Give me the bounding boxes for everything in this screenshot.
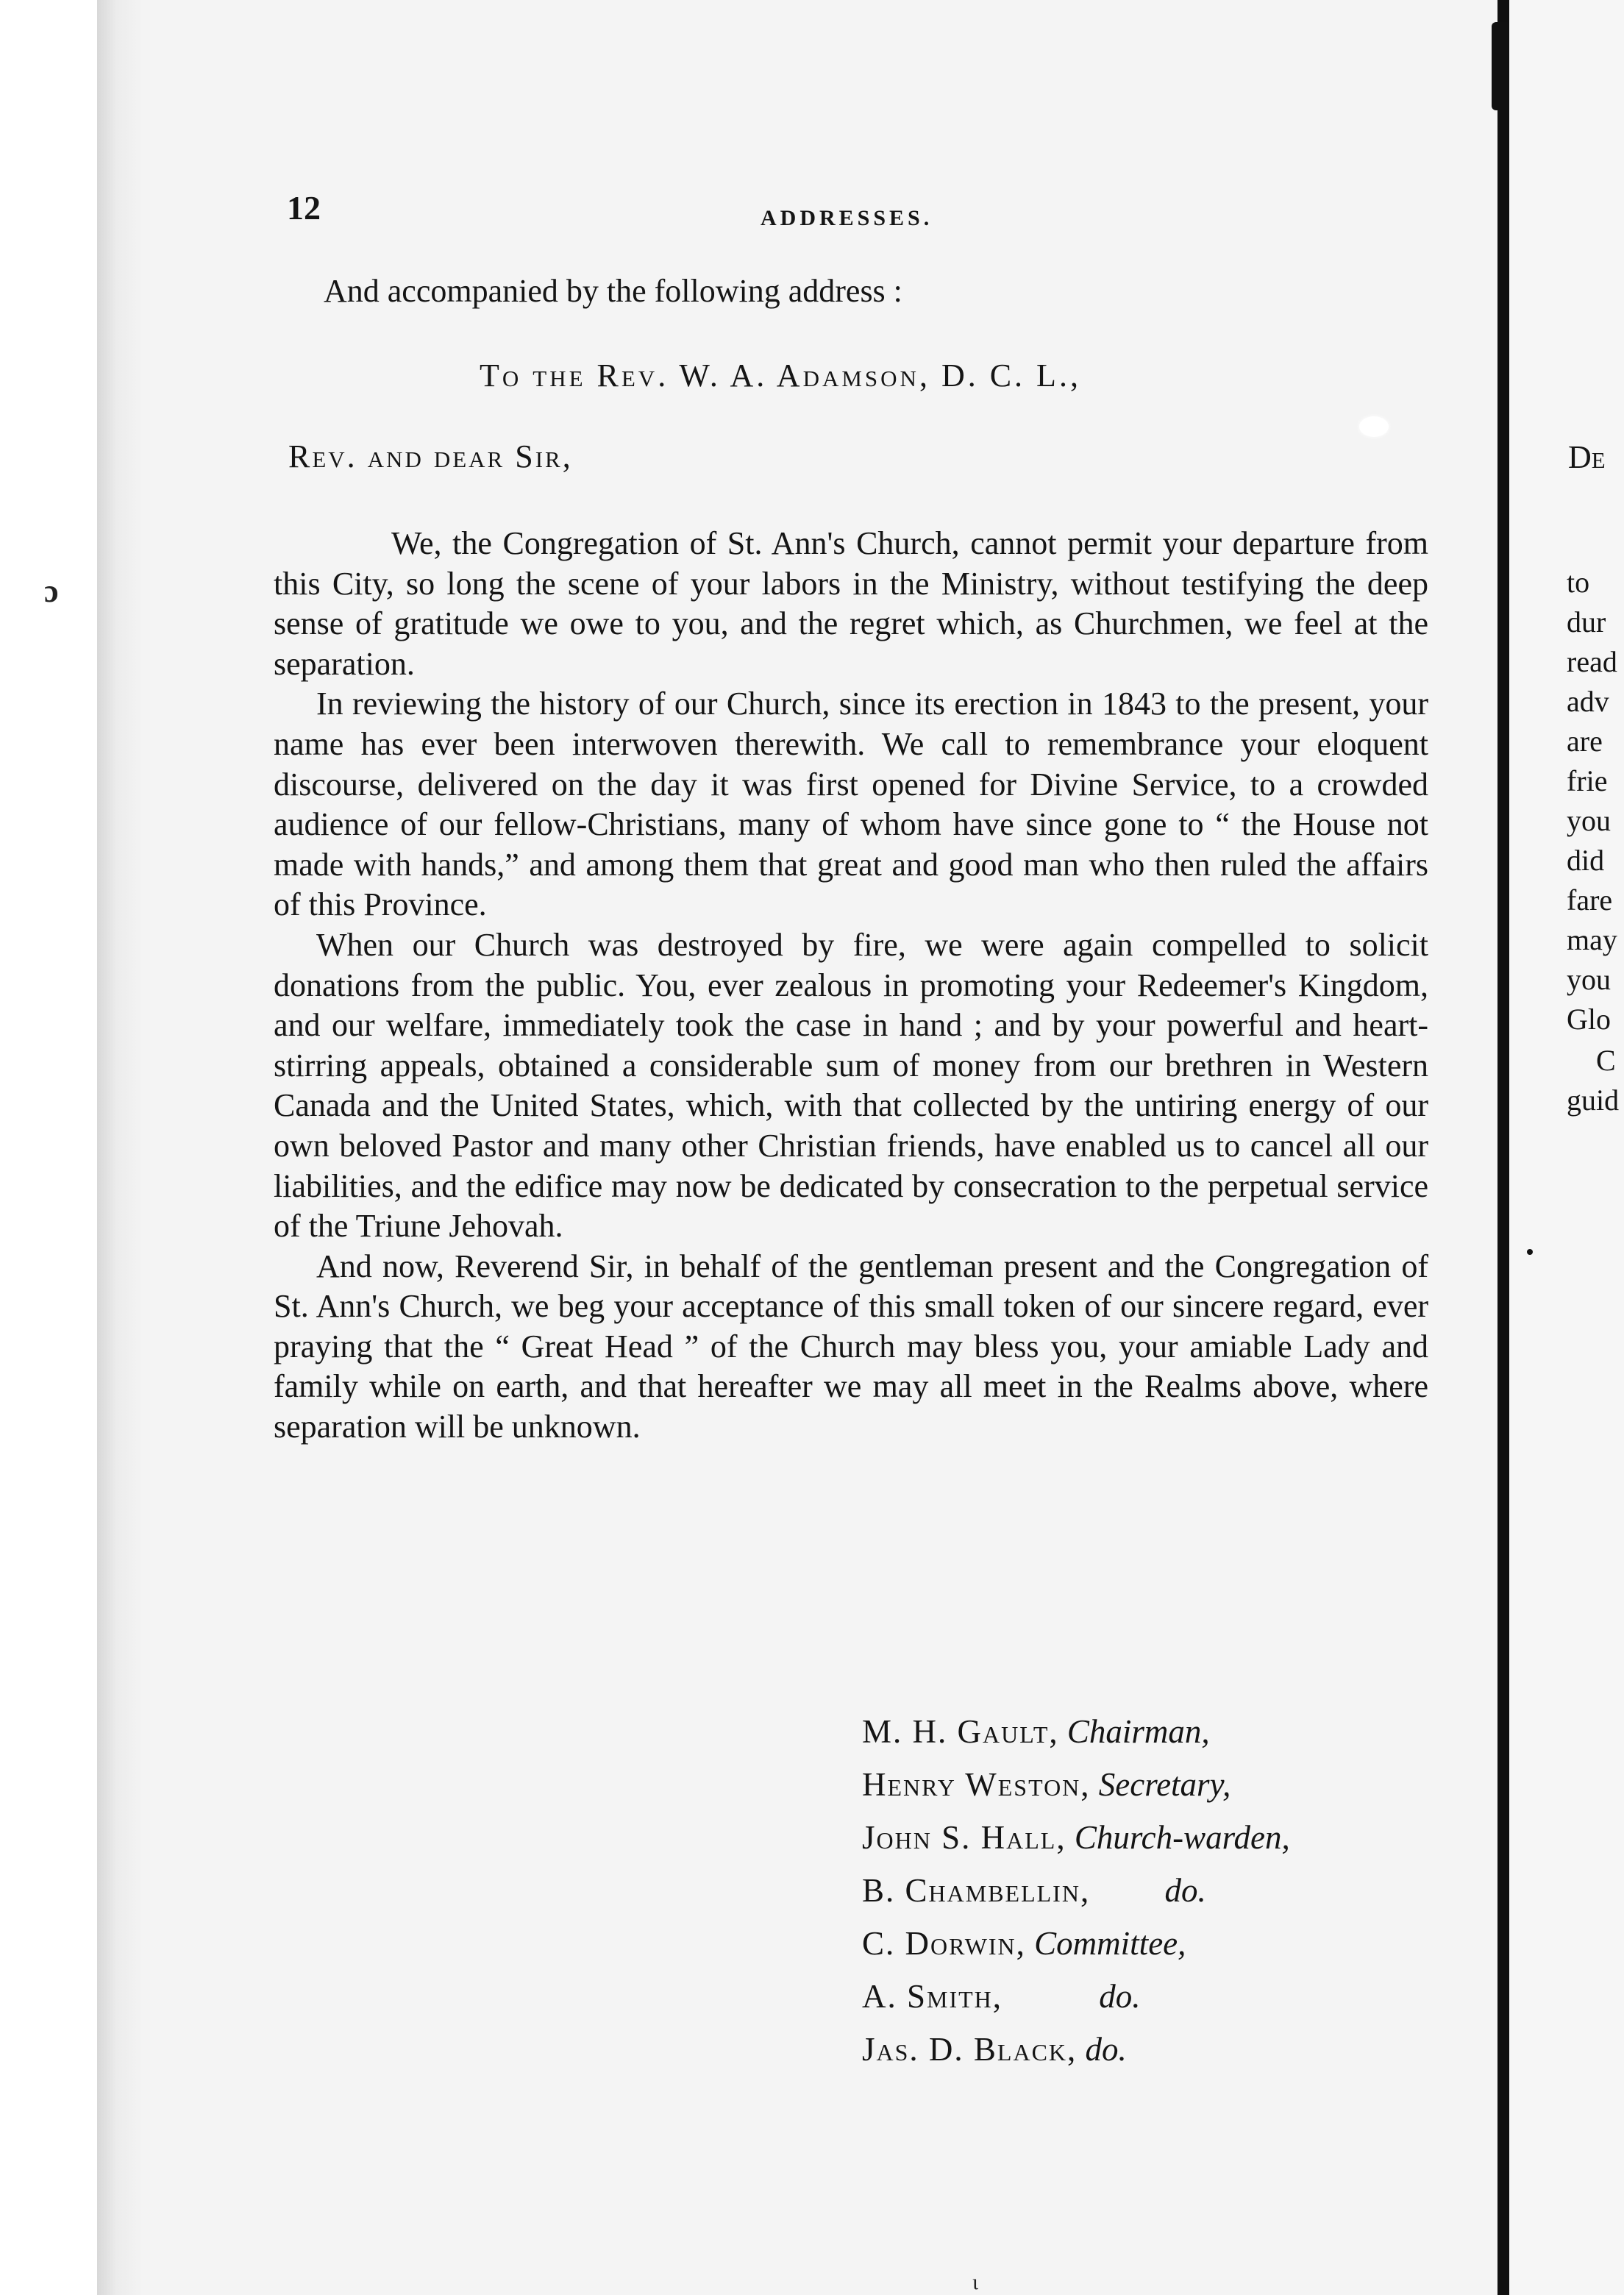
signatory-role: Secretary, (1098, 1766, 1231, 1803)
signatory-name: M. H. Gault, (862, 1713, 1059, 1750)
signatory-line (862, 1818, 1290, 1857)
facing-page-fragment: may (1567, 923, 1617, 956)
paper-speck (1359, 416, 1389, 437)
signatory-name: Jas. D. Black, (862, 2031, 1078, 2068)
intro-line: And accompanied by the following address : (324, 273, 902, 309)
signatory-line (862, 2030, 1127, 2068)
facing-page (1509, 0, 1624, 2295)
signatory-role: do. (1099, 1978, 1141, 2015)
scan-left-margin (0, 0, 97, 2295)
facing-page-fragment: guid (1567, 1084, 1620, 1117)
facing-page-fragment: you (1567, 963, 1611, 996)
facing-page-fragment: C (1596, 1044, 1616, 1077)
signatory-name: Henry Weston, (862, 1766, 1091, 1803)
facing-page-fragment: dur (1567, 605, 1606, 638)
facing-page-fragment: to (1567, 566, 1590, 599)
facing-page-fragment: are (1567, 725, 1603, 758)
signatory-line (862, 1924, 1186, 1963)
signatory-line (862, 1977, 1141, 2015)
address-body (274, 524, 1428, 1448)
signatory-role: Committee, (1034, 1925, 1186, 1962)
greeting: Rev. and dear Sir, (288, 438, 573, 474)
margin-mark: ɔ (44, 573, 59, 609)
facing-page-fragment: read (1567, 645, 1617, 678)
signatory-line (862, 1871, 1206, 1910)
paragraph: We, the Congregation of St. Ann's Church, cannot permit your departure from this City, so long the scene of your labors in the Ministry, without testifying the deep sense of gratitude we owe to you, and the regret which, as Churchmen, we feel at the separation. (274, 525, 1428, 682)
facing-page-fragment: fare (1567, 883, 1613, 917)
signatory-role: Church-warden, (1074, 1819, 1290, 1856)
signatory-line (862, 1712, 1210, 1751)
paragraph: When our Church was destroyed by fire, we were again compelled to solicit donations from the public. You, ever zealous in promoting your Redeemer's Kingdom, and our welfare, immediately took the case in hand ; and by your powerful and heart-stirring appeals, obtained a considerable sum of money from our brethren in Western Canada and the United States, which, with that collected by the untiring energy of our own beloved Pastor and many other Christian friends, have enabled us to cancel all our liabilities, and the edifice may now be dedicated by consecration to the perpetual service of the Triune Jehovah. (274, 926, 1428, 1245)
facing-page-fragment: adv (1567, 685, 1609, 718)
signatory-role: do. (1164, 1872, 1206, 1909)
paragraph: In reviewing the history of our Church, since its erection in 1843 to the present, your name has ever been interwoven therewith. We call to remembrance your eloquent discourse, delivered on the day it was first opened for Divine Service, to a crowded audience of our fellow-Christians, many of whom have since gone to “ the House not made with hands,” and among them that great and good man who then ruled the affairs of this Province. (274, 686, 1428, 923)
binding-gutter (1497, 0, 1509, 2295)
signatory-name: A. Smith, (862, 1978, 1003, 2015)
signatory-line (862, 1765, 1231, 1804)
signatory-name: C. Dorwin, (862, 1925, 1026, 1962)
page-number: 12 (287, 189, 321, 227)
ink-dot (1527, 1249, 1533, 1255)
addressee-line: To the Rev. W. A. Adamson, D. C. L., (480, 357, 1081, 394)
facing-page-fragment: Glo (1567, 1003, 1611, 1036)
bottom-mark: ι (972, 2270, 979, 2294)
paragraph: And now, Reverend Sir, in behalf of the gentleman present and the Congregation of St. Ann's Church, we beg your acceptance of this small token of our sincere regard, ever praying that the “ Great Head ” of the Church may bless you, your amiable Lady and family while on earth, and that hereafter we may all meet in the Realms above, where separation will be unknown. (274, 1248, 1428, 1445)
signatory-name: John S. Hall, (862, 1819, 1066, 1856)
page-edge-shadow (97, 0, 141, 2295)
facing-page-fragment: did (1567, 844, 1605, 877)
signatory-role: do. (1085, 2031, 1127, 2068)
signatory-role: Chairman, (1066, 1713, 1210, 1750)
facing-page-fragment: you (1567, 804, 1611, 837)
signatory-name: B. Chambellin, (862, 1872, 1091, 1909)
running-head: ADDRESSES. (761, 206, 933, 230)
facing-page-fragment: De (1568, 439, 1606, 475)
facing-page-fragment: frie (1567, 764, 1608, 797)
